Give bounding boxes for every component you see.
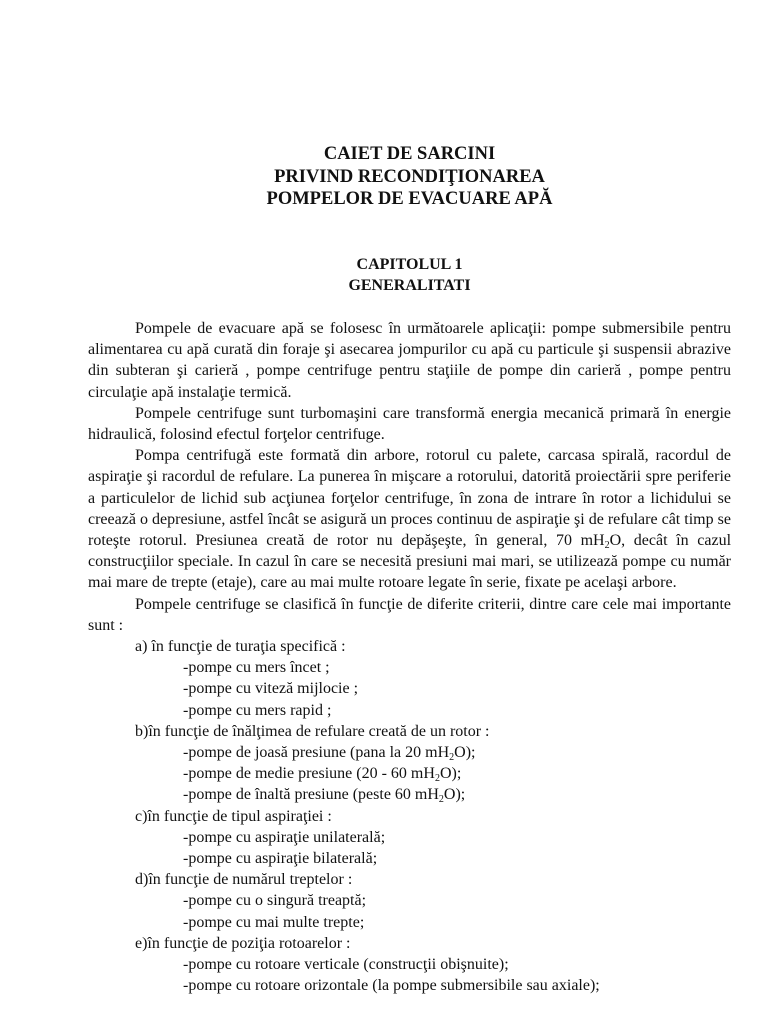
- paragraph-applications: Pompele de evacuare apă se folosesc în următoarele aplicaţii: pompe submersibile pentru alimentarea cu apă curată din foraje şi asecarea jompurilor cu apă cu particule şi suspensii abrazive din subteran şi carieră , pompe centrifuge pentru staţiile de pompe din carieră , pompe pentru circulaţie apă instalaţie termică.: [88, 320, 731, 401]
- list-item: -pompe cu mai multe trepte;: [183, 913, 365, 931]
- chapter-name: GENERALITATI: [348, 277, 471, 294]
- paragraph-classification-intro: Pompele centrifuge se clasifică în funcţie de diferite criterii, dintre care cele mai importante sunt :: [88, 595, 731, 634]
- chapter-heading: [88, 254, 731, 296]
- item-text: O);: [454, 744, 476, 762]
- list-item: -pompe cu mers rapid ;: [183, 701, 332, 719]
- item-text: O);: [439, 765, 462, 783]
- list-item: -pompe cu aspiraţie bilaterală;: [183, 850, 378, 868]
- criterion-a-heading: a) în funcţie de turaţia specifică :: [135, 638, 346, 656]
- criterion-e-heading: e)în funcţie de poziţia rotoarelor :: [135, 934, 351, 952]
- title-line-2: PRIVIND RECONDIŢIONAREA: [274, 166, 545, 187]
- list-item: -pompe cu rotoare orizontale (la pompe submersibile sau axiale);: [183, 977, 600, 995]
- criterion-c-heading: c)în funcţie de tipul aspiraţiei :: [135, 807, 332, 825]
- chapter-number: CAPITOLUL 1: [356, 256, 463, 273]
- document-title: [88, 143, 731, 211]
- list-item: [88, 763, 731, 784]
- document-body: [88, 318, 731, 997]
- list-item: [88, 742, 731, 763]
- item-text: -pompe de joasă presiune (pana la 20 mH: [183, 744, 450, 762]
- item-text: O);: [443, 786, 466, 804]
- list-item: -pompe cu o singură treaptă;: [183, 892, 367, 910]
- list-item: -pompe cu aspiraţie unilaterală;: [183, 828, 386, 846]
- construction-text-a: Pompa centrifugă este formată din arbore, rotorul cu palete, carcasa spirală, racordul de aspiraţie şi racordul de refulare. La punerea în mişcare a rotorului, datorită proiectării spre periferie a particulelor de lichid sub acţiunea forţelor centrifuge, în zona de intrare în rotor a lichidului se creează o depresiune, astfel încât se asigură un proces continuu de aspiraţie şi de refulare cât timp se roteşte rotorul. Presiunea creată de rotor nu depăşeşte, în general, 70 mH: [88, 447, 731, 550]
- criterion-d-heading: d)în funcţie de numărul treptelor :: [135, 871, 353, 889]
- item-text: -pompe de înaltă presiune (peste 60 mH: [183, 786, 439, 804]
- item-text: -pompe de medie presiune (20 - 60 mH: [183, 765, 435, 783]
- list-item: [88, 784, 731, 805]
- subscript-2: 2: [438, 794, 444, 806]
- paragraph-definition: Pompele centrifuge sunt turbomaşini care transformă energia mecanică primară în energie hidraulică, folosind efectul forţelor centrifuge.: [88, 404, 731, 444]
- paragraph-construction: [88, 445, 731, 593]
- subscript-2: 2: [604, 540, 610, 552]
- criterion-b-heading: b)în funcţie de înălţimea de refulare creată de un rotor :: [135, 722, 490, 740]
- title-line-1: CAIET DE SARCINI: [323, 144, 496, 164]
- subscript-2: 2: [434, 773, 440, 785]
- subscript-2: 2: [449, 752, 455, 764]
- list-item: -pompe cu viteză mijlocie ;: [183, 680, 359, 698]
- construction-text-b: O, decât în cazul construcţiilor speciale. In cazul în care se necesită presiuni mai mari, se utilizează pompe cu număr mai mare de trepte (etaje), care au mai multe rotoare legate în serie, fixate pe acelaşi arbore.: [88, 532, 732, 592]
- title-line-3: POMPELOR DE EVACUARE APĂ: [266, 189, 553, 209]
- list-item: -pompe cu rotoare verticale (construcţii obişnuite);: [183, 956, 509, 974]
- list-item: -pompe cu mers încet ;: [183, 659, 330, 677]
